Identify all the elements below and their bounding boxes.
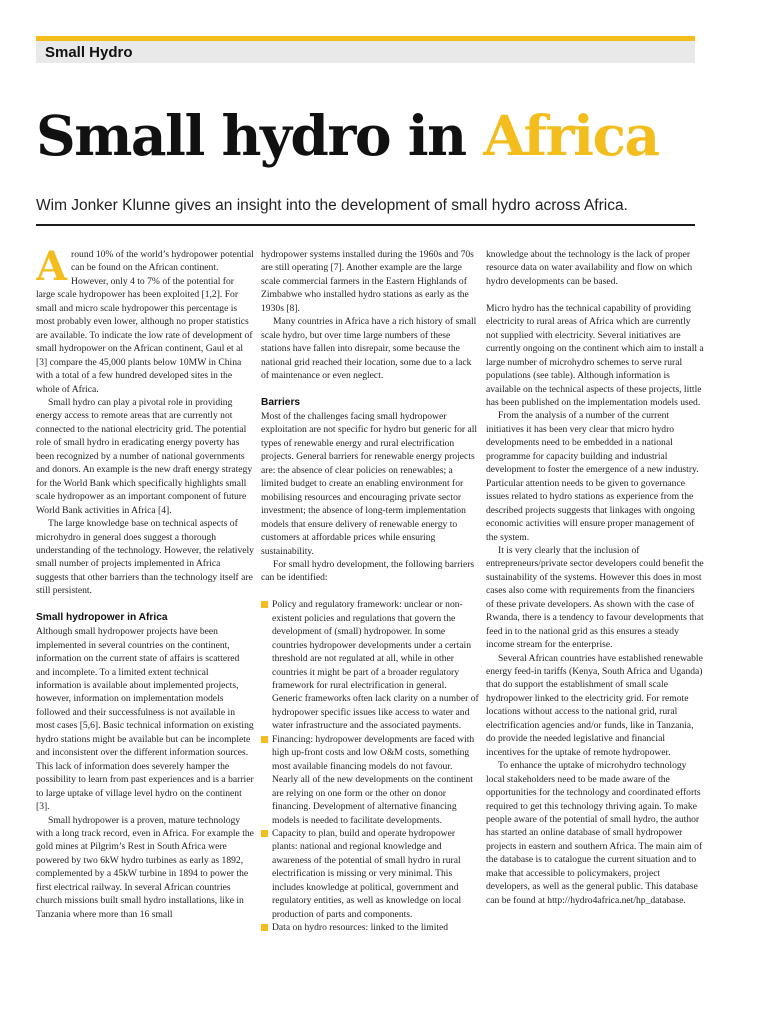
paragraph: To enhance the uptake of microhydro technology local stakeholders need to be made aware of the opportunities for the technology and coordinated efforts required to get this technology thriving again. To make people aware of the potential of small hydro, the author has started an online database of small hydropower projects in eastern and southern Africa. The main aim of the database is to catalogue the current situation and to make that accessible to policymakers, project developers, as well as the general public. This database can be found at http://hydro4africa.net/hp_database. <box>486 760 703 906</box>
bullet-item <box>261 598 479 733</box>
paragraph: Small hydropower is a proven, mature technology with a long track record, even in Africa. For example the gold mines at Pilgrim’s Rest in South Africa were powered by two 6kW hydro turbines as early as 1892, complemented by a 45kW turbine in 1894 to power the first electrical railway. In several African countries church missions built small hydro installations, like in Tanzania where more than 16 small <box>36 814 254 920</box>
column-2 <box>261 248 479 1024</box>
paragraph: knowledge about the technology is the lack of proper resource data on water availability and flow on which hydro developments can be based. <box>486 249 693 287</box>
bullet-text: Policy and regulatory framework: unclear or non-existent policies and regulations that govern the development of (small) hydropower. In some countries hydropower developments under a certain threshold are not regulated at all, while in other countries it might be part of a broader regulatory framework for rural electrification in general. Generic frameworks often lack clarity on a number of hydropower specific issues like access to water and water infrastructure and the associated payments. <box>272 599 479 732</box>
section-label: Small Hydro <box>45 44 133 61</box>
subheading: Small hydropower in Africa <box>36 612 168 624</box>
paragraph-text: round 10% of the world’s hydropower potential can be found on the African continent. However, only 4 to 7% of the potential for large scale hydropower has been exploited [1,2]. For small and micro scale hydropower this percentage is most probably even lower, although no proper statistics are available. To indicate the low rate of development of small hydropower on the African continent, Gaul et al [3] compare the 45,000 plants below 10MW in China with a total of a few hundred developed sites in the whole of Africa. <box>36 249 254 395</box>
bullet-text: Capacity to plan, build and operate hydropower plants: national and regional knowledge and awareness of the potential of small hydro in rural electrification is missing or very minimal. This includes knowledge at political, government and regulatory entities, as well as knowledge on local production of parts and components. <box>272 828 462 920</box>
bullet-square-icon <box>261 830 268 837</box>
paragraph <box>36 248 254 396</box>
article-title <box>36 103 659 168</box>
title-accent: Africa <box>483 103 659 168</box>
spacer <box>261 383 479 396</box>
bullet-text: Financing: hydropower developments are faced with high up-front costs and low O&M costs, something most available financing models do not favour. Nearly all of the new developments on the continent are relying on one form or the other on donor financing. Development of alternative financing models is needed to facilitate developments. <box>272 733 475 826</box>
spacer <box>261 585 479 598</box>
title-main: Small hydro in <box>36 103 466 168</box>
bullet-square-icon <box>261 601 268 608</box>
title-rule <box>36 224 695 226</box>
bullet-item <box>261 827 479 921</box>
paragraph: Small hydro can play a pivotal role in providing energy access to remote areas that are currently not connected to the national electricity grid. The potential role of small hydro in eradicating energy poverty has been recognized by a number of national governments and donors. An example is the new draft energy strategy for the World Bank which specifically highlights small scale hydropower as an important component of future World Bank activities in Africa [4]. <box>36 396 253 516</box>
section-header-band <box>36 36 695 63</box>
column-3 <box>486 248 704 1024</box>
paragraph: For small hydro development, the following barriers can be identified: <box>261 558 475 584</box>
bullet-item <box>261 733 479 827</box>
drop-cap: A <box>36 248 68 290</box>
paragraph: Micro hydro has the technical capability of providing electricity to rural areas of Africa which are currently not supplied with electricity. Several initiatives are currently ongoing on the continent which aim to install a large number of microhydro schemes to serve rural populations (see table). Although information is available on the technical aspects of these projects, little has been published on the implementation models used. <box>486 302 704 408</box>
paragraph: Most of the challenges facing small hydropower exploitation are not specific for hydro but generic for all types of renewable energy and rural electrification projects. General barriers for renewable energy projects are: the absence of clear policies on renewables; a limited budget to create an enabling environment for mobilising resources and encouraging private sector investment; the absence of long-term implementation models that ensure delivery of renewable energy to customers at affordable prices while ensuring sustainability. <box>261 410 478 557</box>
bullet-item <box>261 921 479 934</box>
column-1 <box>36 248 254 1024</box>
bullet-square-icon <box>261 736 268 743</box>
paragraph: From the analysis of a number of the current initiatives it has been very clear that micro hydro developments need to be embedded in a national programme for capacity building and industrial development to foster the emergence of a new industry. Particular attention needs to be given to governance issues related to hydro stations as experience from the described projects suggests that linkages with ongoing economic activities will ensure proper management of the system. <box>486 410 699 543</box>
subheading: Barriers <box>261 396 301 408</box>
paragraph: Many countries in Africa have a rich history of small scale hydro, but over time large numbers of these stations have fallen into disrepair, some because the national grid reached their location, some due to a lack of maintenance or even neglect. <box>261 316 477 382</box>
spacer <box>486 288 704 301</box>
standfirst: Wim Jonker Klunne gives an insight into the development of small hydro across Africa. <box>36 197 628 214</box>
bullet-text: Data on hydro resources: linked to the limited <box>272 922 449 934</box>
spacer <box>36 598 254 611</box>
paragraph: hydropower systems installed during the 1960s and 70s are still operating [7]. Another example are the large scale commercial farmers in the Eastern Highlands of Zimbabwe who installed hydro stations as early as the 1930s [8]. <box>261 249 474 314</box>
bullet-square-icon <box>261 924 268 931</box>
paragraph: The large knowledge base on technical aspects of microhydro in general does suggest a thorough understanding of the technology. However, the relatively small number of projects implemented in Africa suggests that other barriers than the technology itself are still persistent. <box>36 518 254 597</box>
paragraph: Several African countries have established renewable energy feed-in tariffs (Kenya, South Africa and Uganda) that do support the establishment of small scale hydropower linked to the electricity grid. For remote locations without access to the national grid, rural electrification agencies and/or funds, like in Tanzania, do provide the needed legislative and financial incentives for the uptake of remote hydropower. <box>486 652 703 758</box>
paragraph: It is very clearly that the inclusion of entrepreneurs/private sector developers could benefit the sustainability of the systems. However this does in most cases also come with requirements from the financiers of these private developers. As shown with the case of Rwanda, there is a tendency to favour developments that feed in to the national grid as this ensures a steady income stream for the enterprise. <box>486 544 704 651</box>
paragraph: Although small hydropower projects have been implemented in several countries on the continent, information on the current state of affairs is scattered and incomplete. To a limited extent technical information is available about implemented projects, however, information on implementation models followed and their successfulness is not available in most cases [5,6]. Basic technical information on existing hydro stations might be available but can be incomplete and inconsistent over the different information sources. This lack of information does severely hamper the possibility to learn from past experiences and is a barrier to large uptake of village level hydro on the continent [3]. <box>36 626 254 813</box>
